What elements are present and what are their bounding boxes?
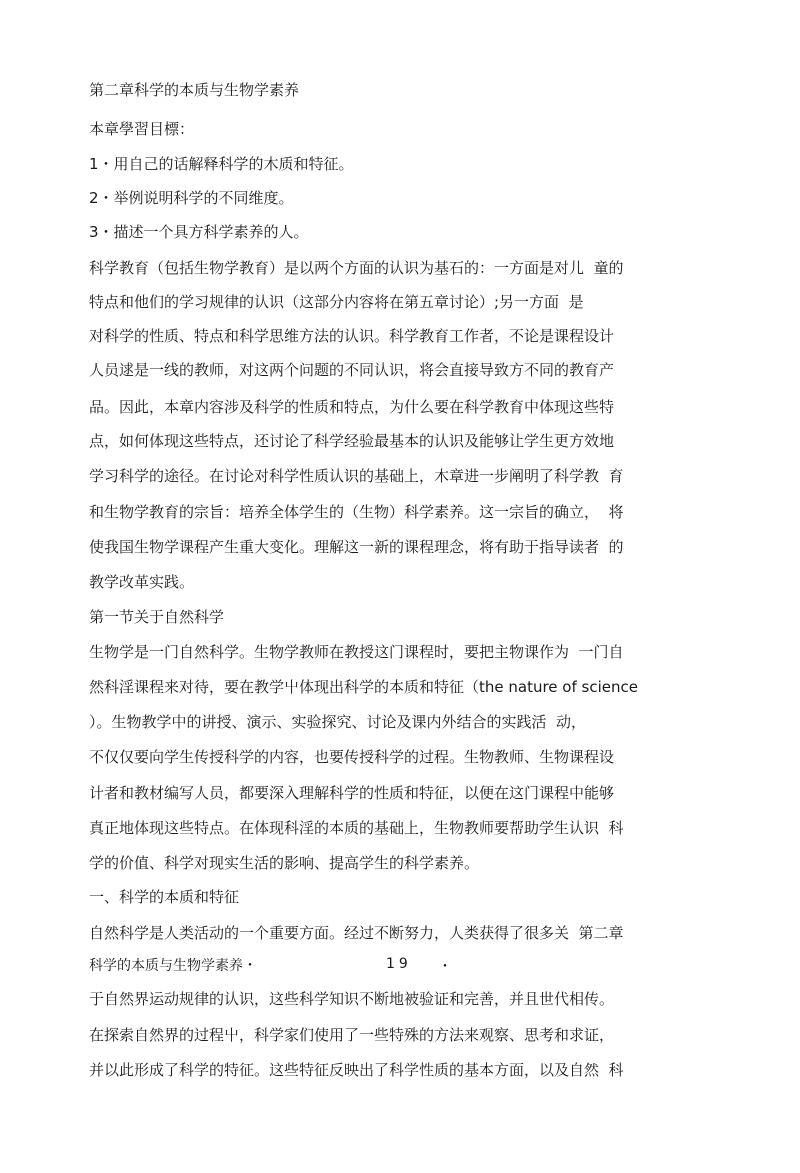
paragraph-line: ）。生物教学中的讲授、演示、实验探究、讨论及课内外结合的实践活 动， (89, 713, 587, 731)
paragraph-line: 品。因此，本章内容涉及科学的性质和特点，为什么要在科学教育中体现这些特 (89, 398, 615, 416)
paragraph-line: 自然科学是人类活动的一个重要方面。经过不断努力，人类获得了很多关 第二章 (89, 924, 624, 942)
paragraph-line: 不仅仅要向学生传授科学的内容，也要传授科学的过程。生物教师、生物课程设 (89, 748, 615, 766)
paragraph-line: 学习科学的途径。在讨论对科学性质认识的基础上，木章进一步阐明了科学教 育 (89, 467, 624, 485)
paragraph-line: 生物学是一门自然科学。生物学教师在教授这门课程时，要把主物课作为 一门自 (89, 643, 624, 661)
paragraph-line: 真正地体现这些特点。在体现科淫的本质的基础上，生物教师要帮助学生认识 科 (89, 819, 624, 837)
objective-item: 2・举例说明科学的不同维度。 (89, 189, 294, 207)
paragraph-line: 并以此形成了科学的特征。这些特征反映出了科学性质的基本方面，以及自然 科 (89, 1061, 624, 1079)
objective-item: 3・描述一个具方科学素养的人。 (89, 223, 309, 241)
paragraph-line: 和生物学教育的宗旨：培养全体学生的（生物）科学素养。这一宗旨的确立， 将 (89, 503, 624, 521)
paragraph-line: 对科学的性质、特点和科学思维方法的认识。科学教育工作者，不论是课程设计 (89, 327, 615, 345)
section-heading: 第一节关于自然科学 (89, 608, 225, 626)
paragraph-line: 教学改革实践。 (89, 573, 195, 591)
paragraph-line: 人员逑是一线的教师，对这两个问题的不同认识，将会直接导致方不同的教育产 (89, 361, 615, 379)
paragraph-line: 特点和他们的学习规律的认识（这部分内容将在第五章讨论）;另一方面 是 (89, 293, 584, 311)
paragraph-line: 点，如何体现这些特点，还讨论了科学经验最基本的认识及能够让学生更方效地 (89, 432, 615, 450)
objectives-heading: 本章學習目標： (89, 120, 195, 138)
subsection-heading: 一、科学的本质和特征 (89, 888, 240, 906)
paragraph-line: 于自然界运动规律的认识，这些科学知识不断地被验证和完善，并且世代相传。 (89, 990, 615, 1008)
objective-item: 1・用自己的话解释科学的木质和特征。 (89, 155, 354, 173)
chapter-title: 第二章科学的本质与生物学素养 (89, 81, 300, 99)
paragraph-line: 在探索自然界的过程屮，科学家们使用了一些特殊的方法来观察、思考和求证， (89, 1026, 615, 1044)
page-number: 19 (386, 956, 412, 972)
paragraph-line: 然科淫课程来对待，要在教学屮体现出科学的本质和特征（the nature of science (89, 678, 638, 696)
paragraph-line: 科学教育（包括生物学教育）是以两个方面的认识为基石的：一方面是对儿 童的 (89, 259, 624, 277)
paragraph-line: 学的价值、科学对现实生活的影响、提高学生的科学素养。 (89, 854, 480, 872)
page-footer-dot: ・ (438, 959, 452, 975)
paragraph-line: 计者和教材编写人员，都要深入理解科学的性质和特征，以便在这门课程中能够 (89, 784, 615, 802)
page-footer-text: 科学的本质与生物学素养・ (89, 958, 257, 974)
paragraph-line: 使我国生物学课程产生重大变化。理解这一新的课程理念，将有助于指导读者 的 (89, 538, 624, 556)
